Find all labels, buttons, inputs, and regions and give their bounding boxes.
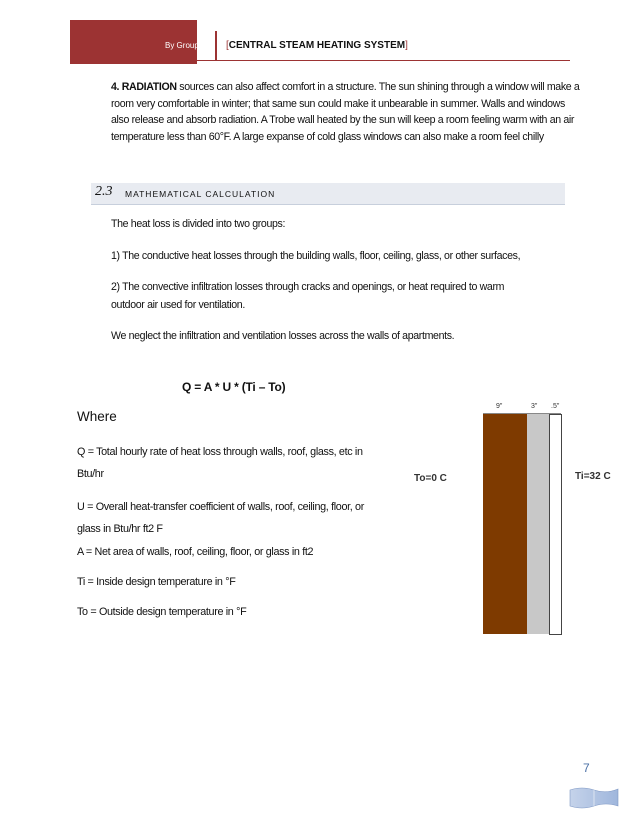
neglect-line: We neglect the infiltration and ventilation losses across the walls of apartments. [111,330,455,342]
definition-to: To = Outside design temperature in °F [77,606,247,618]
where-label: Where [77,409,117,424]
convective-item-line2: outdoor air used for ventilation. [111,299,245,311]
dim-insulation-label: 3" [531,403,538,410]
intro-line: The heat loss is divided into two groups: [111,218,286,230]
dim-finish-label: .5" [551,403,560,410]
radiation-paragraph [111,79,581,145]
definition-a: A = Net area of walls, roof, ceiling, floor, or glass in ft2 [77,546,314,558]
heat-loss-formula: Q = A * U * (Ti – To) [182,380,286,394]
header-bracket-close: ] [405,40,408,51]
section-title: MATHEMATICAL CALCULATION [125,189,276,199]
definition-q: Q = Total hourly rate of heat loss through walls, roof, glass, etc in Btu/hr [77,446,363,480]
header-title [226,40,408,51]
dim-brick-label: 9" [496,403,503,410]
header-rule [70,60,570,61]
section-number: 2.3 [95,184,113,199]
wall-insulation-layer [527,414,549,634]
conductive-item: 1) The conductive heat losses through the building walls, floor, ceiling, glass, or other surfaces, [111,250,521,262]
header-group-label: By Group B [165,41,207,50]
header-title-text: CENTRAL STEAM HEATING SYSTEM [228,40,406,51]
definition-ti: Ti = Inside design temperature in °F [77,576,236,588]
inside-temp-label: Ti=32 C [575,471,611,482]
radiation-text: sources can also affect comfort in a structure. The sun shining through a window will make a room very comfortable in winter; that same sun could make it unbearable in summer. Walls and windows also release and absorb radiation. A Trobe wall heated by the sun will keep a room feeling warm with an air temperature less than 60°F. A large expanse of cold glass windows can also make a room feel chilly [111,81,580,143]
wall-finish-layer [549,414,562,635]
page-number: 7 [583,761,590,775]
header-bracket-open: [ [226,40,229,51]
definition-u: U = Overall heat-transfer coefficient of walls, roof, ceiling, floor, or glass in Btu/hr ft2 F [77,501,364,535]
radiation-lead: 4. RADIATION [111,81,177,93]
convective-item-line1: 2) The convective infiltration losses through cracks and openings, or heat required to warm [111,281,505,293]
header-divider [215,31,217,61]
page-curl-icon [568,784,620,810]
outside-temp-label: To=0 C [414,473,447,484]
wall-brick-layer [483,414,527,634]
